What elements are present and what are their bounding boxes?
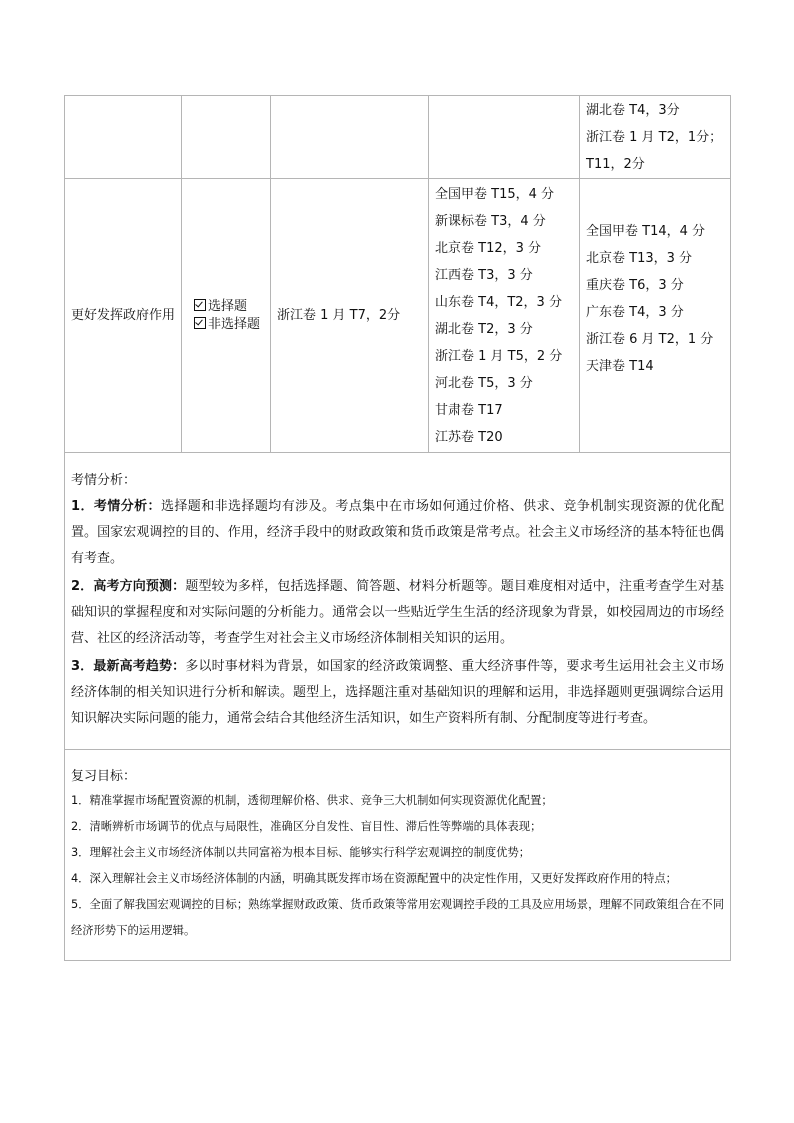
question-type-cell [182,179,271,453]
checkbox-checked-icon [194,317,206,329]
type-option: 非选择题 [194,316,266,334]
table-cell [271,179,429,453]
goal-item: 1．精准掌握市场配置资源的机制，透彻理解价格、供求、竞争三大机制如何实现资源优化配置； [71,794,553,807]
table-cell [271,96,429,179]
review-goals-section [65,750,731,961]
topic-label: 更好发挥政府作用 [71,308,176,323]
list-item: 江苏卷 T20 [435,429,503,445]
list-item: 北京卷 T12，3 分 [435,240,542,256]
list-item: 全国甲卷 T15，4 分 [435,186,555,202]
table-cell [182,96,271,179]
list-item: 重庆卷 T6，3 分 [586,278,684,293]
list-item: T11，2分 [586,156,645,172]
list-item: 山东卷 T4，T2，3 分 [435,294,562,310]
list-item: 甘肃卷 T17 [435,402,503,418]
exam-ref-list [429,179,580,453]
list-item: 北京卷 T13，3 分 [586,251,693,266]
exam-ref: 浙江卷 1 月 T7，2分 [277,308,401,323]
analysis-paragraph: 3．最新高考趋势：多以时事材料为背景，如国家的经济政策调整、重大经济事件等，要求考生运用社会主义市场经济体制的相关知识进行分析和解读。题型上，选择题注重对基础知识的理解和运用，非选择题则更强调综合运用知识解决实际问题的能力，通常会结合其他经济生活知识，如生产资料所有制、分配制度等进行考查。 [71,659,724,726]
table-cell [429,96,580,179]
analysis-paragraph: 1．考情分析：选择题和非选择题均有涉及。考点集中在市场如何通过价格、供求、竞争机制实现资源的优化配置。国家宏观调控的目的、作用，经济手段中的财政政策和货币政策是常考点。社会主义市场经济的基本特征也偶有考查。 [71,499,724,566]
list-item: 新课标卷 T3，4 分 [435,213,546,229]
list-item: 湖北卷 T2，3 分 [435,321,533,337]
list-item: 浙江卷 6 月 T2，1 分 [586,332,714,347]
goal-item: 2．清晰辨析市场调节的优点与局限性，准确区分自发性、盲目性、滞后性等弊端的具体表现； [71,820,542,833]
goal-item: 3．理解社会主义市场经济体制以共同富裕为根本目标、能够实行科学宏观调控的制度优势； [71,846,531,859]
checkbox-checked-icon [194,299,206,311]
list-item: 全国甲卷 T14，4 分 [586,224,706,239]
section-title: 考情分析： [71,473,137,488]
type-option: 选择题 [194,298,266,316]
goal-item: 5．全面了解我国宏观调控的目标；熟练掌握财政政策、货币政策等常用宏观调控手段的工具及应用场景，理解不同政策组合在不同经济形势下的运用逻辑。 [71,898,724,937]
list-item: 河北卷 T5，3 分 [435,375,533,391]
list-item: 天津卷 T14 [586,359,654,374]
list-item: 广东卷 T4，3 分 [586,305,684,320]
list-item: 浙江卷 1 月 T5，2 分 [435,348,563,364]
exam-ref-list [580,179,731,453]
topic-cell [65,179,182,453]
table-row [65,179,731,453]
analysis-paragraph: 2．高考方向预测：题型较为多样，包括选择题、简答题、材料分析题等。题目难度相对适中，注重考查学生对基础知识的掌握程度和对实际问题的分析能力。通常会以一些贴近学生生活的经济现象为背景，如校园周边的市场经营、社区的经济活动等，考查学生对社会主义市场经济体制相关知识的运用。 [71,579,724,646]
section-title: 复习目标： [71,769,137,784]
list-item: 江西卷 T3，3 分 [435,267,533,283]
analysis-section [65,453,731,750]
table-row [65,96,731,179]
goal-item: 4．深入理解社会主义市场经济体制的内涵，明确其既发挥市场在资源配置中的决定性作用，又更好发挥政府作用的特点； [71,872,677,885]
list-item: 浙江卷 1 月 T2，1分； [586,129,723,145]
table-row [65,453,731,750]
table-cell [65,96,182,179]
table-cell [580,96,731,179]
table-row [65,750,731,961]
list-item: 湖北卷 T4，3分 [586,102,680,118]
exam-analysis-table [64,95,731,961]
